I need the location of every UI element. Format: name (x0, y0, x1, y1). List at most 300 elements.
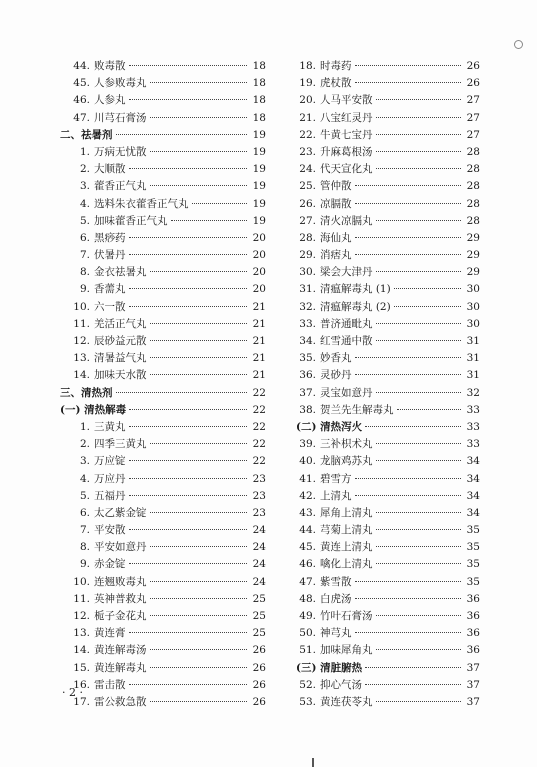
dot-leader (150, 648, 248, 650)
entry-title: 大顺散 (94, 163, 126, 176)
entry-number: 14. (73, 644, 90, 657)
toc-entry (296, 299, 480, 316)
toc-entry (60, 75, 266, 92)
entry-number: 35. (299, 352, 316, 365)
entry-page: 29 (466, 249, 480, 262)
dot-leader (129, 494, 248, 496)
entry-number: 26. (299, 197, 316, 210)
toc-entry (60, 178, 266, 195)
entry-number: 48. (299, 592, 316, 605)
dot-leader (376, 167, 462, 169)
entry-title: 海仙丸 (320, 231, 352, 244)
dot-leader (129, 425, 248, 427)
toc-entry (60, 471, 266, 488)
toc-entry (60, 144, 266, 161)
entry-page: 30 (466, 283, 480, 296)
section-heading: 三、清热剂 (60, 386, 113, 399)
entry-number: 32. (299, 300, 316, 313)
entry-number: 11. (73, 317, 90, 330)
entry-title: 梁会大津丹 (320, 266, 373, 279)
entry-title: 加味天水散 (94, 369, 147, 382)
entry-page: 18 (252, 60, 266, 72)
entry-page: 21 (252, 317, 266, 330)
toc-entry (296, 385, 480, 402)
entry-title: 人参丸 (94, 94, 126, 107)
entry-number: 28. (299, 231, 316, 244)
toc-entry (296, 178, 480, 195)
entry-page: 26 (466, 60, 480, 72)
entry-title: 加味犀角丸 (320, 644, 373, 657)
toc-entry (60, 299, 266, 316)
entry-number: 39. (299, 438, 316, 451)
entry-page: 27 (466, 94, 480, 107)
dot-leader (116, 391, 248, 393)
entry-title: 普济通毗丸 (320, 317, 373, 330)
entry-number: 53. (299, 695, 316, 708)
entry-number: 3. (79, 455, 90, 468)
dot-leader (355, 81, 462, 83)
dot-leader (150, 511, 248, 513)
entry-title: 灵砂丹 (320, 369, 352, 382)
entry-title: 雷击散 (94, 678, 126, 691)
entry-number: 44. (73, 60, 90, 72)
entry-number: 40. (299, 455, 316, 468)
entry-page: 36 (466, 627, 480, 640)
toc-entry (60, 350, 266, 367)
entry-page: 26 (252, 661, 266, 674)
entry-title: 上清丸 (320, 489, 352, 502)
toc-right-column (296, 58, 480, 711)
entry-title: 连翘败毒丸 (94, 575, 147, 588)
dot-leader (150, 322, 248, 324)
entry-number: 44. (299, 524, 316, 537)
dot-leader (129, 528, 248, 530)
toc-entry (60, 196, 266, 213)
entry-number: 17. (73, 695, 90, 708)
entry-number: 42. (299, 489, 316, 502)
toc-entry (60, 316, 266, 333)
entry-number: 13. (73, 627, 90, 640)
entry-page: 23 (252, 506, 266, 519)
section-heading: (三) 清脏腑热 (296, 661, 363, 674)
dot-leader (376, 562, 462, 564)
entry-number: 16. (73, 678, 90, 691)
entry-title: 藿香正气丸 (94, 180, 147, 193)
entry-page: 31 (466, 369, 480, 382)
toc-entry (60, 281, 266, 298)
dot-leader (150, 184, 248, 186)
toc-entry (60, 436, 266, 453)
entry-number: 9. (79, 558, 90, 571)
entry-number: 6. (79, 231, 90, 244)
dot-leader (150, 614, 248, 616)
entry-number: 4. (79, 197, 90, 210)
entry-number: 12. (73, 610, 90, 622)
dot-leader (376, 133, 462, 135)
dot-leader (150, 700, 248, 702)
scan-edge-mark (312, 758, 314, 767)
entry-number: 1. (79, 420, 90, 433)
toc-entry (296, 144, 480, 161)
entry-number: 47. (73, 111, 90, 124)
entry-page: 24 (252, 524, 266, 537)
entry-title: 黄连膏 (94, 627, 126, 640)
dot-leader (171, 219, 248, 221)
toc-entry (296, 625, 480, 642)
toc-entry (60, 230, 266, 247)
toc-entry (60, 127, 266, 144)
toc-entry (296, 522, 480, 539)
entry-page: 25 (252, 627, 266, 640)
section-heading: (二) 清热泻火 (296, 420, 363, 433)
entry-page: 23 (252, 489, 266, 502)
dot-leader (116, 133, 248, 135)
entry-title: 八宝红灵丹 (320, 111, 373, 124)
entry-title: 紫雪散 (320, 575, 352, 588)
dot-leader (376, 219, 462, 221)
entry-title: 三黄丸 (94, 420, 126, 433)
dot-leader (376, 459, 462, 461)
entry-title: 三补枳术丸 (320, 438, 373, 451)
toc-entry (60, 453, 266, 470)
dot-leader (376, 614, 462, 616)
entry-page: 22 (252, 420, 266, 433)
toc-entry (60, 694, 266, 711)
entry-number: 36. (299, 369, 316, 382)
entry-number: 43. (299, 506, 316, 519)
dot-leader (376, 322, 462, 324)
entry-number: 1. (79, 145, 90, 158)
entry-page: 21 (252, 369, 266, 382)
dot-leader (376, 648, 462, 650)
entry-number: 45. (73, 77, 90, 90)
entry-page: 18 (252, 94, 266, 107)
entry-number: 4. (79, 472, 90, 485)
entry-title: 神芎丸 (320, 627, 352, 640)
entry-number: 18. (299, 60, 316, 72)
entry-page: 28 (466, 214, 480, 227)
dot-leader (355, 253, 462, 255)
entry-number: 2. (79, 163, 90, 176)
toc-entry (296, 574, 480, 591)
entry-number: 29. (299, 249, 316, 262)
dot-leader (129, 287, 248, 289)
toc-entry (60, 625, 266, 642)
dot-leader (376, 528, 462, 530)
entry-page: 27 (466, 128, 480, 141)
toc-entry (60, 539, 266, 556)
entry-number: 41. (299, 472, 316, 485)
entry-page: 19 (252, 197, 266, 210)
entry-number: 21. (299, 111, 316, 124)
entry-page: 19 (252, 128, 266, 141)
toc-entry (296, 556, 480, 573)
entry-title: 万病无忧散 (94, 145, 147, 158)
entry-page: 25 (252, 610, 266, 622)
dot-leader (150, 116, 248, 118)
entry-number: 8. (79, 541, 90, 554)
entry-page: 28 (466, 197, 480, 210)
toc-entry (60, 264, 266, 281)
toc-entry (296, 230, 480, 247)
dot-leader (355, 631, 462, 633)
entry-title: 芎菊上清丸 (320, 524, 373, 537)
dot-leader (129, 253, 248, 255)
entry-page: 19 (252, 180, 266, 193)
dot-leader (129, 631, 248, 633)
toc-entry (60, 333, 266, 350)
toc-entry (296, 660, 480, 677)
entry-number: 20. (299, 94, 316, 107)
entry-title: 四季三黄丸 (94, 438, 147, 451)
entry-title: 黄连茯苓丸 (320, 695, 373, 708)
dot-leader (150, 545, 248, 547)
toc-entry (296, 58, 480, 75)
entry-page: 24 (252, 558, 266, 571)
toc-entry (296, 247, 480, 264)
toc-entry (296, 608, 480, 625)
entry-page: 19 (252, 163, 266, 176)
toc-entry (296, 539, 480, 556)
dot-leader (355, 373, 462, 375)
dot-leader (394, 305, 461, 307)
entry-number: 30. (299, 266, 316, 279)
toc-entry (60, 402, 266, 419)
section-heading: (一) 清热解毒 (60, 403, 127, 416)
toc-entry (296, 419, 480, 436)
entry-number: 19. (299, 77, 316, 90)
dot-leader (355, 580, 462, 582)
entry-page: 22 (252, 403, 266, 416)
entry-title: 羌活正气丸 (94, 317, 147, 330)
toc-entry (60, 591, 266, 608)
entry-page: 36 (466, 592, 480, 605)
dot-leader (355, 236, 462, 238)
entry-page: 27 (466, 111, 480, 124)
toc-entry (296, 677, 480, 694)
dot-leader (150, 150, 248, 152)
entry-title: 人马平安散 (320, 94, 373, 107)
toc-entry (296, 591, 480, 608)
entry-title: 碧雪方 (320, 472, 352, 485)
entry-number: 3. (79, 180, 90, 193)
toc-entry (296, 161, 480, 178)
entry-page: 31 (466, 335, 480, 347)
entry-page: 29 (466, 266, 480, 279)
entry-page: 33 (466, 438, 480, 451)
entry-title: 噙化上清丸 (320, 558, 373, 571)
entry-page: 35 (466, 524, 480, 537)
toc-entry (296, 75, 480, 92)
toc-entry (60, 419, 266, 436)
entry-page: 30 (466, 300, 480, 313)
entry-page: 28 (466, 180, 480, 193)
dot-leader (150, 373, 248, 375)
entry-title: 红雪通中散 (320, 335, 373, 347)
entry-title: 黑痧药 (94, 231, 126, 244)
entry-page: 24 (252, 575, 266, 588)
entry-number: 47. (299, 575, 316, 588)
entry-number: 10. (73, 575, 90, 588)
dot-leader (150, 666, 248, 668)
entry-title: 牛黄七宝丹 (320, 128, 373, 141)
dot-leader (376, 339, 462, 341)
dot-leader (355, 64, 462, 66)
entry-page: 26 (252, 644, 266, 657)
entry-page: 33 (466, 420, 480, 433)
toc-entry (60, 488, 266, 505)
page-number: · 2 · (62, 686, 83, 699)
entry-page: 34 (466, 472, 480, 485)
entry-page: 30 (466, 317, 480, 330)
toc-entry (296, 316, 480, 333)
dot-leader (355, 494, 462, 496)
entry-number: 33. (299, 317, 316, 330)
entry-number: 24. (299, 163, 316, 176)
entry-number: 52. (299, 678, 316, 691)
toc-entry (60, 58, 266, 75)
entry-page: 20 (252, 249, 266, 262)
entry-title: 消痞丸 (320, 249, 352, 262)
toc-entry (296, 694, 480, 711)
entry-number: 6. (79, 506, 90, 519)
entry-title: 香薷丸 (94, 283, 126, 296)
entry-title: 升麻葛根汤 (320, 145, 373, 158)
entry-page: 32 (466, 386, 480, 399)
entry-page: 19 (252, 214, 266, 227)
entry-page: 22 (252, 455, 266, 468)
entry-page: 25 (252, 592, 266, 605)
entry-page: 18 (252, 111, 266, 124)
entry-page: 26 (252, 695, 266, 708)
entry-number: 5. (79, 214, 90, 227)
entry-title: 赤金锭 (94, 558, 126, 571)
toc-entry (60, 660, 266, 677)
dot-leader (376, 700, 462, 702)
dot-leader (376, 270, 462, 272)
entry-title: 五福丹 (94, 489, 126, 502)
entry-title: 败毒散 (94, 60, 126, 72)
entry-title: 龙脑鸡苏丸 (320, 455, 373, 468)
entry-number: 51. (299, 644, 316, 657)
toc-entry (60, 642, 266, 659)
entry-number: 10. (73, 300, 90, 313)
dot-leader (192, 202, 248, 204)
entry-title: 抑心气汤 (320, 678, 362, 691)
dot-leader (376, 511, 462, 513)
toc-entry (296, 264, 480, 281)
entry-number: 25. (299, 180, 316, 193)
toc-entry (60, 213, 266, 230)
toc-entry (296, 213, 480, 230)
entry-page: 26 (252, 678, 266, 691)
entry-page: 20 (252, 283, 266, 296)
dot-leader (129, 236, 248, 238)
entry-page: 34 (466, 489, 480, 502)
toc-entry (296, 402, 480, 419)
entry-title: 金衣祛暑丸 (94, 266, 147, 279)
toc-entry (60, 608, 266, 625)
dot-leader (355, 356, 462, 358)
toc-entry (60, 505, 266, 522)
dot-leader (376, 391, 462, 393)
entry-number: 37. (299, 386, 316, 399)
entry-number: 31. (299, 283, 316, 296)
dot-leader (394, 287, 461, 289)
entry-title: 犀角上清丸 (320, 506, 373, 519)
entry-number: 46. (299, 558, 316, 571)
entry-title: 凉膈散 (320, 197, 352, 210)
entry-page: 28 (466, 145, 480, 158)
toc-entry (60, 110, 266, 127)
toc-entry (60, 677, 266, 694)
entry-title: 清瘟解毒丸 (2) (320, 300, 391, 313)
entry-page: 21 (252, 352, 266, 365)
entry-number: 34. (299, 335, 316, 347)
dot-leader (355, 477, 462, 479)
entry-number: 8. (79, 266, 90, 279)
toc-entry (60, 367, 266, 384)
entry-title: 黄连上清丸 (320, 541, 373, 554)
entry-number: 14. (73, 369, 90, 382)
entry-title: 平安散 (94, 524, 126, 537)
toc-left-column (60, 58, 266, 711)
entry-page: 20 (252, 231, 266, 244)
toc-entry (296, 367, 480, 384)
entry-title: 贺兰先生解毒丸 (320, 403, 394, 416)
entry-page: 36 (466, 644, 480, 657)
dot-leader (376, 150, 462, 152)
toc-entry (60, 556, 266, 573)
entry-title: 万应锭 (94, 455, 126, 468)
entry-title: 竹叶石膏汤 (320, 610, 373, 622)
toc-entry (296, 505, 480, 522)
toc-entry (60, 247, 266, 264)
dot-leader (129, 64, 248, 66)
entry-page: 34 (466, 455, 480, 468)
toc-entry (296, 333, 480, 350)
dot-leader (129, 477, 248, 479)
dot-leader (376, 98, 462, 100)
toc-entry (296, 110, 480, 127)
dot-leader (365, 666, 461, 668)
entry-title: 清暑益气丸 (94, 352, 147, 365)
entry-page: 37 (466, 661, 480, 674)
entry-page: 33 (466, 403, 480, 416)
dot-leader (365, 683, 461, 685)
entry-number: 45. (299, 541, 316, 554)
dot-leader (150, 580, 248, 582)
dot-leader (376, 545, 462, 547)
dot-leader (365, 425, 461, 427)
entry-number: 9. (79, 283, 90, 296)
entry-number: 27. (299, 214, 316, 227)
entry-title: 清瘟解毒丸 (1) (320, 283, 391, 296)
entry-number: 5. (79, 489, 90, 502)
entry-title: 万应丹 (94, 472, 126, 485)
dot-leader (150, 597, 248, 599)
entry-number: 15. (73, 661, 90, 674)
dot-leader (150, 442, 248, 444)
entry-page: 31 (466, 352, 480, 365)
toc-entry (296, 642, 480, 659)
entry-page: 22 (252, 438, 266, 451)
entry-title: 六一散 (94, 300, 126, 313)
entry-number: 46. (73, 94, 90, 107)
dot-leader (150, 81, 248, 83)
dot-leader (129, 167, 248, 169)
entry-number: 23. (299, 145, 316, 158)
